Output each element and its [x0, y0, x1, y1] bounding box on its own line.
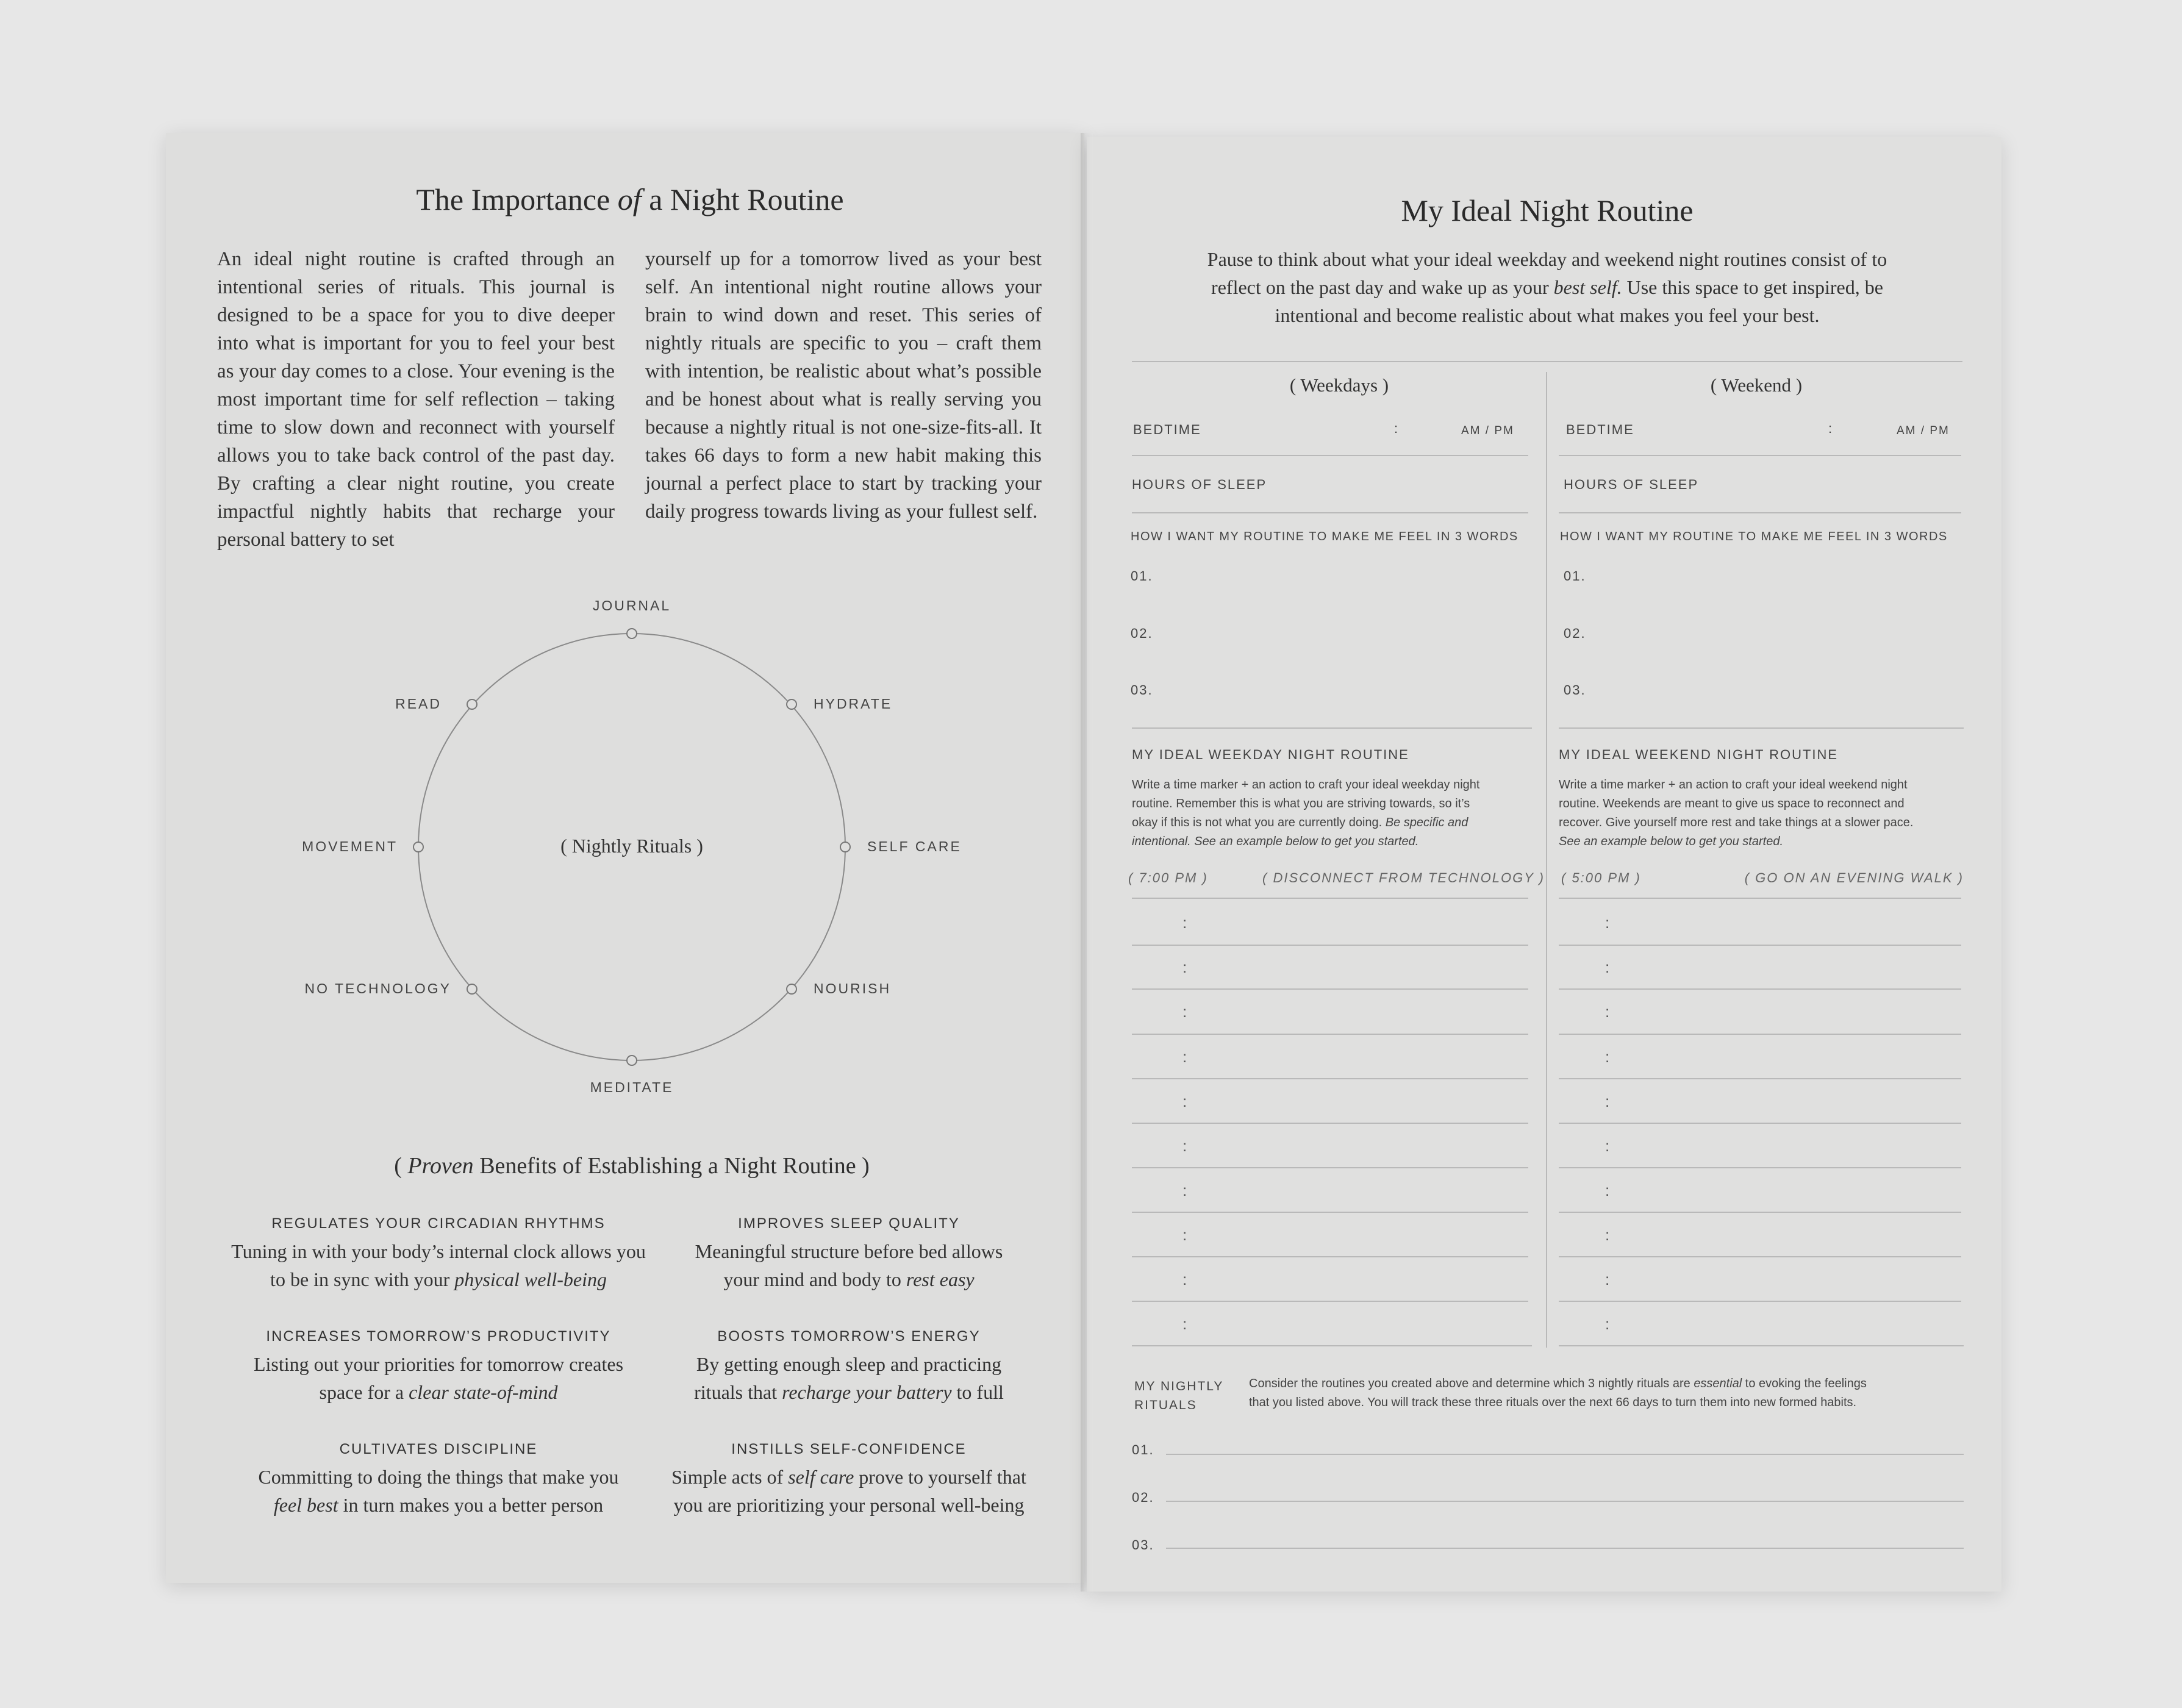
wheel-label-journal: JOURNAL	[592, 598, 671, 613]
rituals-desc-italic: essential	[1694, 1377, 1742, 1390]
weekend-row-8-line[interactable]	[1559, 1256, 1961, 1257]
weekend-row-4-line[interactable]	[1559, 1078, 1961, 1079]
weekday-row-2-colon: :	[1182, 958, 1187, 976]
benefit-line-part: Simple acts of	[671, 1466, 789, 1488]
benefit-text	[654, 1463, 1044, 1519]
weekend-bedtime-colon: :	[1828, 421, 1834, 436]
weekday-row-8-line[interactable]	[1132, 1256, 1528, 1257]
desc-line: Write a time marker + an action to craft your ideal weekend night	[1559, 778, 1908, 791]
weekend-feel-02[interactable]: 02.	[1564, 626, 1586, 641]
wheel-center-label: ( Nightly Rituals )	[560, 835, 703, 857]
wheel-node-movement	[413, 842, 423, 852]
top-divider	[1132, 361, 1962, 362]
wheel-label-self-care: SELF CARE	[867, 838, 962, 854]
benefit-text	[223, 1463, 654, 1519]
benefit-line: By getting enough sleep and practicing	[696, 1353, 1002, 1375]
weekday-row-10-line[interactable]	[1132, 1345, 1532, 1346]
weekdays-feel-divider	[1132, 727, 1532, 729]
weekday-row-3-line[interactable]	[1132, 1034, 1528, 1035]
title-part: a Night Routine	[641, 182, 844, 216]
benefit-line-part: rituals that	[694, 1381, 782, 1403]
benefit-line	[654, 1378, 1044, 1406]
weekend-hours-line[interactable]	[1559, 512, 1961, 513]
weekdays-hours-line[interactable]	[1132, 512, 1528, 513]
benefit-line	[654, 1265, 1044, 1293]
benefit-line-italic: self care	[788, 1466, 854, 1488]
weekend-row-7-colon: :	[1605, 1181, 1610, 1199]
rituals-desc-line	[1249, 1374, 1969, 1393]
wheel-label-nourish: NOURISH	[814, 981, 892, 996]
wheel-label-meditate: MEDITATE	[590, 1079, 674, 1095]
benefit-line-italic: feel best	[273, 1494, 338, 1516]
benefit-heading: IMPROVES SLEEP QUALITY	[738, 1215, 960, 1232]
desc-line	[1559, 832, 1964, 851]
wheel-node-meditate	[627, 1056, 637, 1065]
desc-line	[1132, 813, 1534, 832]
rituals-desc-line: that you listed above. You will track these three rituals over the next 66 days to turn them into new formed habits.	[1249, 1396, 1857, 1409]
benefit-text	[654, 1237, 1044, 1293]
weekday-row-5-colon: :	[1182, 1092, 1187, 1110]
desc-italic: intentional. See an example below to get you started.	[1132, 835, 1419, 848]
desc-line	[1132, 832, 1534, 851]
weekend-row-1-colon: :	[1605, 913, 1610, 932]
wheel-label-read: READ	[395, 696, 442, 712]
benefit-self-confidence	[654, 1441, 1044, 1519]
weekend-row-7-line[interactable]	[1559, 1212, 1961, 1213]
rituals-desc-part: Consider the routines you created above and determine which 3 nightly rituals are	[1249, 1377, 1694, 1390]
benefit-discipline	[223, 1441, 654, 1519]
benefits-title-italic: Proven	[407, 1153, 474, 1179]
weekday-row-10-colon: :	[1182, 1315, 1187, 1333]
benefit-line: Meaningful structure before bed allows	[695, 1240, 1003, 1262]
wheel-label-no-technology: NO TECHNOLOGY	[304, 981, 451, 996]
weekend-routine-desc	[1559, 776, 1964, 851]
weekday-row-7-line[interactable]	[1132, 1212, 1528, 1213]
ritual-01-line[interactable]	[1166, 1454, 1964, 1455]
weekend-row-10-line[interactable]	[1559, 1345, 1964, 1346]
weekend-example-time: ( 5:00 PM )	[1561, 870, 1641, 885]
desc-italic: See an example below to get you started.	[1559, 835, 1784, 848]
weekday-row-9-line[interactable]	[1132, 1301, 1528, 1302]
weekdays-header: ( Weekdays )	[1289, 374, 1389, 396]
weekend-row-6-colon: :	[1605, 1137, 1610, 1155]
title-part: The Importance	[416, 182, 618, 216]
ritual-01-label: 01.	[1132, 1442, 1154, 1457]
center-divider	[1546, 372, 1547, 1348]
wheel-label-movement: MOVEMENT	[302, 838, 398, 854]
weekday-row-2-line[interactable]	[1132, 988, 1528, 990]
weekend-feel-01[interactable]: 01.	[1564, 568, 1586, 584]
benefit-line: Listing out your priorities for tomorrow creates	[253, 1353, 624, 1375]
weekend-row-1-line[interactable]	[1559, 945, 1961, 946]
benefit-line-part: your mind and body to	[723, 1268, 906, 1290]
benefit-sleep-quality	[654, 1215, 1044, 1293]
weekday-row-4-colon: :	[1182, 1048, 1187, 1066]
wheel-label-hydrate: HYDRATE	[814, 696, 893, 712]
benefit-line: Committing to doing the things that make you	[258, 1466, 619, 1488]
benefit-heading: BOOSTS TOMORROW’S ENERGY	[717, 1328, 981, 1345]
weekdays-feel-03[interactable]: 03.	[1131, 682, 1153, 698]
ritual-03-label: 03.	[1132, 1537, 1154, 1553]
right-intro-part: Use this space to get inspired, be	[1622, 276, 1883, 298]
weekdays-feel-02[interactable]: 02.	[1131, 626, 1153, 641]
weekdays-bedtime-line[interactable]	[1132, 455, 1528, 456]
weekend-routine-title: MY IDEAL WEEKEND NIGHT ROUTINE	[1559, 747, 1839, 762]
rituals-label-line: MY NIGHTLY	[1134, 1379, 1224, 1393]
benefit-line-italic: recharge your battery	[782, 1381, 952, 1403]
desc-line: recover. Give yourself more rest and take things at a slower pace.	[1559, 816, 1914, 829]
weekdays-example-action: ( DISCONNECT FROM TECHNOLOGY )	[1262, 870, 1545, 885]
benefit-heading: CULTIVATES DISCIPLINE	[339, 1441, 538, 1457]
wheel-node-self-care	[840, 842, 850, 852]
weekdays-routine-desc	[1132, 776, 1534, 851]
weekday-row-8-colon: :	[1182, 1226, 1187, 1244]
rituals-label-line: RITUALS	[1134, 1398, 1197, 1412]
weekend-row-9-line[interactable]	[1559, 1301, 1961, 1302]
weekend-bedtime-label: BEDTIME	[1566, 422, 1634, 437]
benefit-heading: INCREASES TOMORROW’S PRODUCTIVITY	[266, 1328, 611, 1345]
wheel-node-nourish	[787, 984, 796, 994]
weekday-row-6-line[interactable]	[1132, 1167, 1528, 1168]
benefit-heading: REGULATES YOUR CIRCADIAN RHYTHMS	[271, 1215, 606, 1232]
right-intro-line: Pause to think about what your ideal weekday and weekend night routines consist of to	[1207, 248, 1887, 270]
benefit-heading: INSTILLS SELF-CONFIDENCE	[731, 1441, 967, 1457]
weekend-example-action: ( GO ON AN EVENING WALK )	[1744, 870, 1964, 885]
weekend-row-3-colon: :	[1605, 1002, 1610, 1021]
ritual-02-label: 02.	[1132, 1490, 1154, 1505]
weekday-row-9-colon: :	[1182, 1270, 1187, 1288]
weekdays-ampm[interactable]: AM / PM	[1461, 424, 1514, 437]
weekday-row-3-colon: :	[1182, 1002, 1187, 1021]
intro-column-1: An ideal night routine is crafted through an intentional series of rituals. This journal is designed to be a space for you to dive deeper into what is important for you to feel your best as your day comes to a close. Your evening is the most important time for self reflection – taking time to slow down and reconnect with yourself allows you to take back control of the past day. By crafting a clear night routine, you create impactful nightly habits that recharge your personal battery to set	[217, 248, 615, 551]
benefit-line	[223, 1491, 654, 1519]
benefit-text	[654, 1350, 1044, 1406]
weekdays-example-line	[1132, 898, 1528, 899]
benefit-line-italic: physical well-being	[454, 1268, 607, 1290]
desc-line: Write a time marker + an action to craft your ideal weekday night	[1132, 778, 1480, 791]
weekend-row-5-line[interactable]	[1559, 1123, 1961, 1124]
weekdays-routine-title: MY IDEAL WEEKDAY NIGHT ROUTINE	[1132, 747, 1409, 762]
weekday-row-1-colon: :	[1182, 913, 1187, 932]
benefit-line	[223, 1378, 654, 1406]
weekday-row-4-line[interactable]	[1132, 1078, 1528, 1079]
ritual-03-line[interactable]	[1166, 1548, 1964, 1549]
rituals-description	[1249, 1374, 1969, 1412]
ritual-02-line[interactable]	[1166, 1501, 1964, 1502]
desc-line: routine. Remember this is what you are striving towards, so it’s	[1132, 797, 1470, 810]
weekdays-example-time: ( 7:00 PM )	[1128, 870, 1208, 885]
weekend-header: ( Weekend )	[1710, 374, 1803, 396]
rituals-desc-part: to evoking the feelings	[1742, 1377, 1867, 1390]
benefit-energy	[654, 1328, 1044, 1406]
weekend-feel-label: HOW I WANT MY ROUTINE TO MAKE ME FEEL IN 3 WORDS	[1560, 530, 1948, 543]
benefit-line-part: in turn makes you a better person	[338, 1494, 604, 1516]
weekdays-feel-label: HOW I WANT MY ROUTINE TO MAKE ME FEEL IN 3 WORDS	[1131, 530, 1518, 543]
weekend-row-10-colon: :	[1605, 1315, 1610, 1333]
benefits-title	[0, 1152, 1264, 1179]
weekend-row-9-colon: :	[1605, 1270, 1610, 1288]
benefits-title-part: (	[394, 1153, 408, 1179]
benefit-line-part: prove to yourself that	[854, 1466, 1026, 1488]
right-intro-line: intentional and become realistic about what makes you feel your best.	[1275, 304, 1820, 326]
weekend-row-2-line[interactable]	[1559, 988, 1961, 990]
benefit-line: you are prioritizing your personal well-being	[673, 1494, 1025, 1516]
weekdays-feel-01[interactable]: 01.	[1131, 568, 1153, 584]
right-page-title: My Ideal Night Routine	[1401, 193, 1694, 227]
weekday-row-1-line[interactable]	[1132, 945, 1528, 946]
weekend-example-line	[1559, 898, 1961, 899]
rituals-label	[1134, 1377, 1223, 1415]
desc-italic: Be specific and	[1385, 816, 1468, 829]
weekday-row-5-line[interactable]	[1132, 1123, 1528, 1124]
benefit-line	[223, 1265, 654, 1293]
weekend-row-4-colon: :	[1605, 1048, 1610, 1066]
weekend-ampm[interactable]: AM / PM	[1897, 424, 1950, 437]
benefits-title-part: Benefits of Establishing a Night Routine )	[473, 1153, 870, 1179]
wheel-node-read	[467, 699, 477, 709]
weekend-row-2-colon: :	[1605, 958, 1610, 976]
benefit-line-part: to full	[951, 1381, 1004, 1403]
benefit-line-part: to be in sync with your	[270, 1268, 455, 1290]
wheel-node-journal	[627, 629, 637, 638]
right-intro-line	[1131, 273, 1964, 301]
weekday-row-7-colon: :	[1182, 1181, 1187, 1199]
benefit-line-italic: clear state-of-mind	[409, 1381, 558, 1403]
weekend-hours-label: HOURS OF SLEEP	[1564, 477, 1699, 492]
benefit-circadian	[223, 1215, 654, 1293]
benefit-line: Tuning in with your body’s internal clock allows you	[231, 1240, 646, 1262]
weekdays-bedtime-label: BEDTIME	[1133, 422, 1201, 437]
benefit-text	[223, 1350, 654, 1406]
weekend-feel-03[interactable]: 03.	[1564, 682, 1586, 698]
weekend-row-8-colon: :	[1605, 1226, 1610, 1244]
benefit-line-italic: rest easy	[906, 1268, 975, 1290]
benefit-text	[223, 1237, 654, 1293]
weekend-row-5-colon: :	[1605, 1092, 1610, 1110]
benefit-productivity	[223, 1328, 654, 1406]
benefit-line	[654, 1463, 1044, 1491]
weekend-row-6-line[interactable]	[1559, 1167, 1961, 1168]
weekend-bedtime-line[interactable]	[1559, 455, 1961, 456]
intro-column-2: yourself up for a tomorrow lived as your best self. An intentional night routine allows your brain to wind down and reset. This series of nightly rituals are specific to you – craft them with intention, be realistic about what’s possible and be honest about what is really serving you because a nightly ritual is not one-size-fits-all. It takes 66 days to form a new habit making this journal a perfect place to start by tracking your daily progress towards living as your fullest self.	[645, 248, 1042, 523]
benefit-line-part: space for a	[319, 1381, 409, 1403]
wheel-node-hydrate	[787, 699, 796, 709]
weekend-row-3-line[interactable]	[1559, 1034, 1961, 1035]
weekday-row-6-colon: :	[1182, 1137, 1187, 1155]
weekdays-hours-label: HOURS OF SLEEP	[1132, 477, 1267, 492]
weekend-feel-divider	[1559, 727, 1964, 729]
desc-line: routine. Weekends are meant to give us space to reconnect and	[1559, 797, 1905, 810]
title-italic-of: of	[617, 182, 642, 216]
right-intro-italic: best self.	[1553, 276, 1622, 298]
right-intro-part: reflect on the past day and wake up as your	[1211, 276, 1554, 298]
wheel-node-no-technology	[467, 984, 477, 994]
desc-part: okay if this is not what you are currently doing.	[1132, 816, 1386, 829]
weekdays-bedtime-colon: :	[1394, 421, 1400, 436]
right-intro	[1131, 245, 1964, 329]
